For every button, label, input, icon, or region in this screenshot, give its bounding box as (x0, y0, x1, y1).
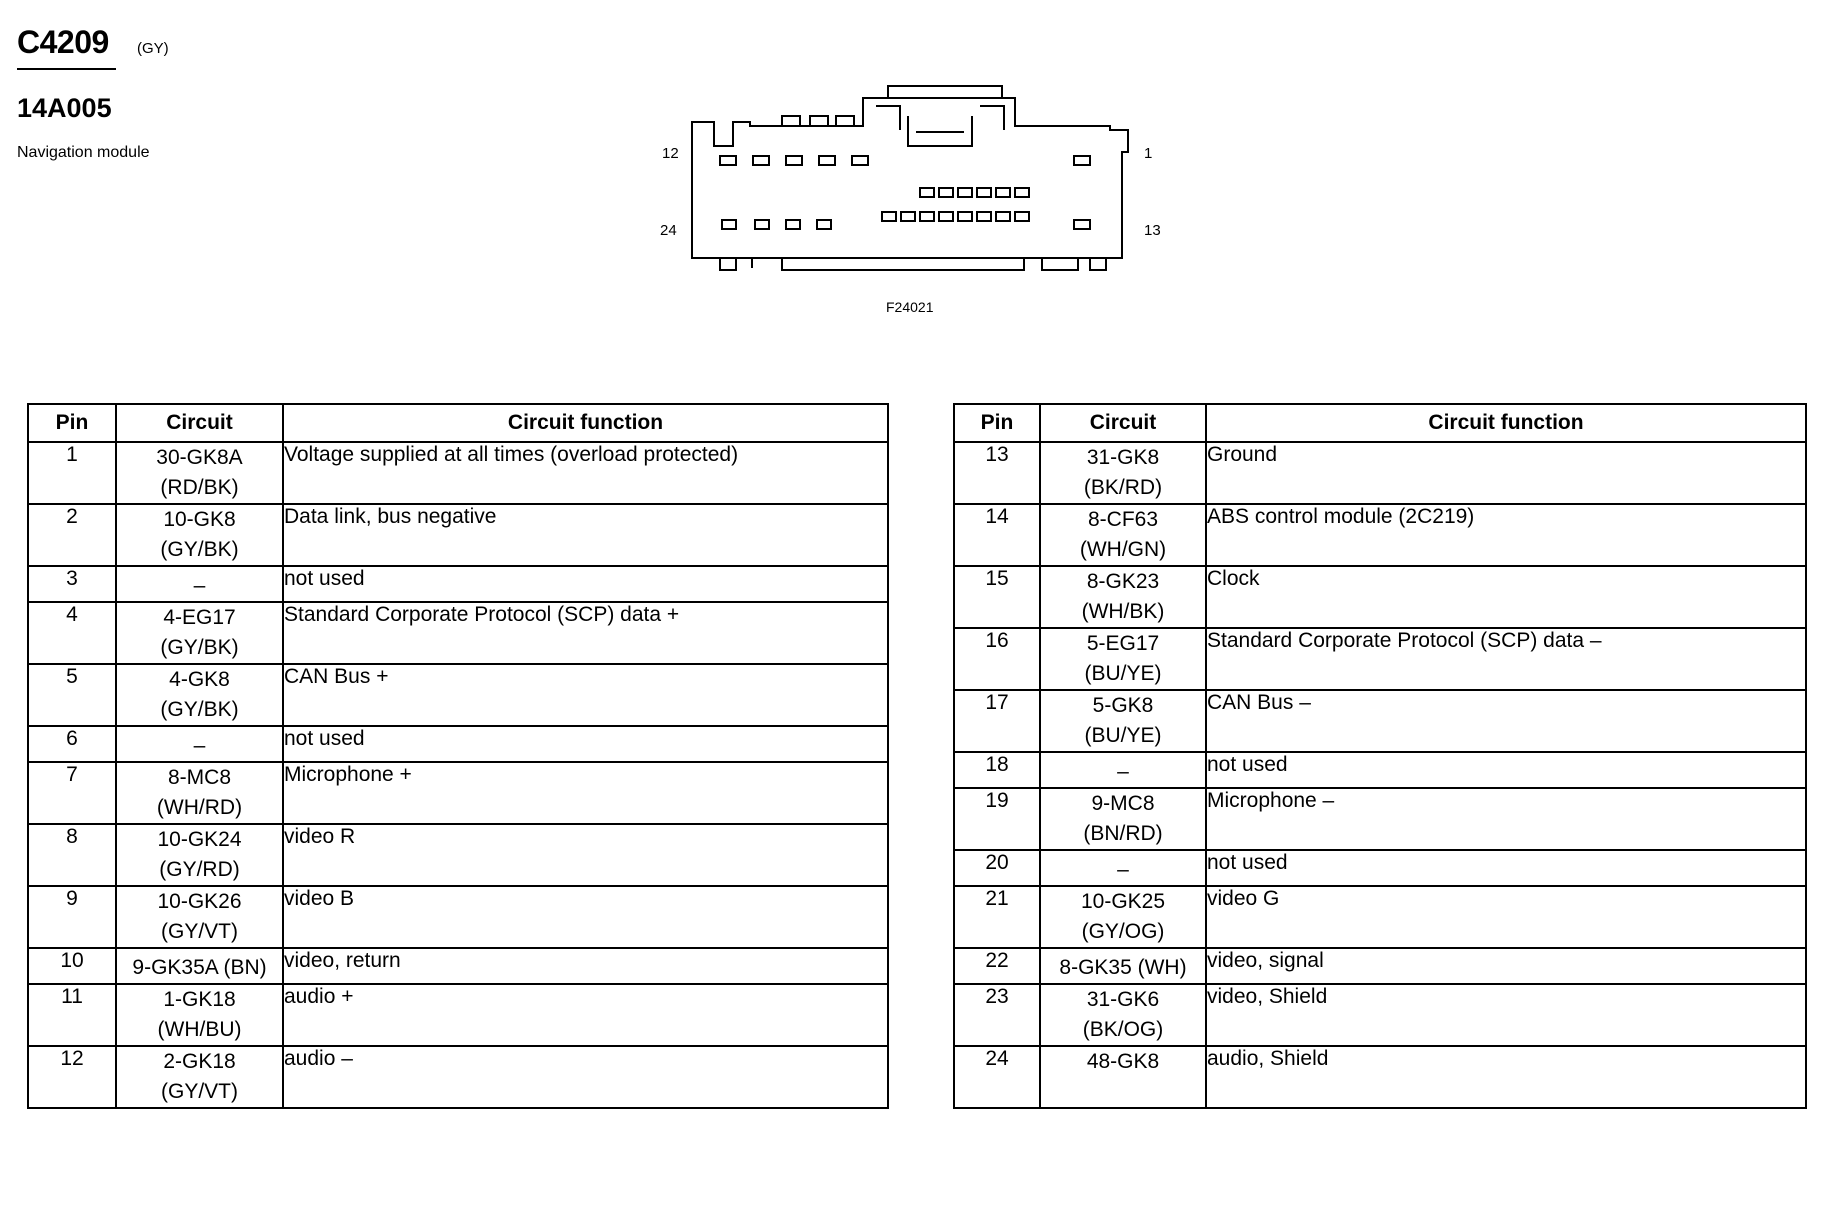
circuit-code: 31-GK6 (1086, 988, 1160, 1011)
pin-label-12: 12 (662, 145, 679, 162)
table-row (954, 788, 1806, 850)
wire-color: (BU/YE) (1084, 662, 1162, 685)
circuit-cell (1040, 442, 1206, 504)
pin-number: 22 (954, 948, 1040, 984)
circuit-cell (116, 1046, 283, 1108)
pin-number: 6 (28, 726, 116, 762)
circuit-cell (1040, 984, 1206, 1046)
pin-number: 16 (954, 628, 1040, 690)
circuit-code: 48-GK8 (1086, 1050, 1160, 1073)
circuit-cell (1040, 1046, 1206, 1108)
header-circuit: Circuit (116, 404, 283, 442)
circuit-function: Data link, bus negative (283, 504, 888, 566)
circuit-code: 30-GK8A (156, 446, 243, 469)
figure-reference: F24021 (886, 299, 934, 315)
wire-color: (GY/VT) (161, 1080, 238, 1103)
circuit-code: 5-EG17 (1086, 632, 1160, 655)
wire-color: (BU/YE) (1084, 724, 1162, 747)
table-row (28, 504, 888, 566)
table-row (28, 762, 888, 824)
circuit-code: 8-GK23 (1086, 570, 1160, 593)
table-row (954, 984, 1806, 1046)
circuit-function: Microphone + (283, 762, 888, 824)
pinout-table-left (27, 403, 889, 1109)
pin-label-1: 1 (1144, 145, 1153, 162)
wire-color: (BK/RD) (1083, 476, 1163, 499)
pin-number: 18 (954, 752, 1040, 788)
circuit-cell (1040, 850, 1206, 886)
wire-color: (GY/BK) (160, 698, 239, 721)
table-row (28, 948, 888, 984)
circuit-code: 31-GK8 (1086, 446, 1160, 469)
table-row (954, 504, 1806, 566)
table-row (28, 726, 888, 762)
circuit-code: 10-GK8 (163, 508, 236, 531)
table-row (954, 690, 1806, 752)
wire-color: (RD/BK) (160, 476, 239, 499)
pin-number: 24 (954, 1046, 1040, 1108)
circuit-cell (1040, 628, 1206, 690)
circuit-cell (116, 984, 283, 1046)
circuit-function: not used (1206, 752, 1806, 788)
circuit-function: Microphone – (1206, 788, 1806, 850)
circuit-cell (1040, 504, 1206, 566)
table-row (28, 442, 888, 504)
pin-number: 1 (28, 442, 116, 504)
circuit-code: 4-EG17 (163, 606, 236, 629)
circuit-function: audio + (283, 984, 888, 1046)
circuit-function: ABS control module (2C219) (1206, 504, 1806, 566)
circuit-function: video R (283, 824, 888, 886)
circuit-function: audio, Shield (1206, 1046, 1806, 1108)
circuit-function: video, Shield (1206, 984, 1806, 1046)
circuit-cell (116, 664, 283, 726)
circuit-code: – (1117, 760, 1129, 783)
circuit-function: not used (1206, 850, 1806, 886)
header-pin: Pin (28, 404, 116, 442)
pin-cavities (720, 156, 1090, 229)
header-function: Circuit function (1206, 404, 1806, 442)
connector-id-underline (17, 68, 116, 70)
circuit-code: 9-MC8 (1091, 792, 1155, 815)
circuit-code: 10-GK26 (157, 890, 242, 913)
pin-number: 14 (954, 504, 1040, 566)
circuit-code: – (1117, 858, 1129, 881)
module-name: Navigation module (17, 144, 150, 161)
circuit-cell (1040, 752, 1206, 788)
pin-number: 4 (28, 602, 116, 664)
pin-number: 3 (28, 566, 116, 602)
circuit-cell (116, 726, 283, 762)
circuit-code: 2-GK18 (163, 1050, 236, 1073)
pin-number: 20 (954, 850, 1040, 886)
circuit-function: video G (1206, 886, 1806, 948)
pin-number: 19 (954, 788, 1040, 850)
wire-color: (WH/GN) (1079, 538, 1167, 561)
wire-color: (WH/RD) (156, 796, 243, 819)
connector-color: (GY) (137, 40, 169, 57)
wire-color: (WH/BK) (1081, 600, 1165, 623)
pin-number: 7 (28, 762, 116, 824)
pin-number: 13 (954, 442, 1040, 504)
wire-color: (BK/OG) (1082, 1018, 1164, 1041)
header-pin: Pin (954, 404, 1040, 442)
table-row (954, 850, 1806, 886)
circuit-function: Voltage supplied at all times (overload protected) (283, 442, 888, 504)
connector-small-tabs (782, 116, 854, 126)
wire-color: (GY/VT) (161, 920, 238, 943)
pinout-table-right (953, 403, 1807, 1109)
circuit-function: Standard Corporate Protocol (SCP) data + (283, 602, 888, 664)
table-row (28, 602, 888, 664)
circuit-function: video, signal (1206, 948, 1806, 984)
pin-number: 21 (954, 886, 1040, 948)
table-row (28, 664, 888, 726)
circuit-code: 9-GK35A (BN) (132, 956, 267, 979)
pinout-rows-left (28, 442, 888, 1108)
circuit-function: video, return (283, 948, 888, 984)
circuit-cell (116, 504, 283, 566)
circuit-function: CAN Bus – (1206, 690, 1806, 752)
pin-number: 23 (954, 984, 1040, 1046)
wire-color: (GY/BK) (160, 538, 239, 561)
circuit-function: not used (283, 566, 888, 602)
circuit-code: 4-GK8 (169, 668, 230, 691)
circuit-cell (1040, 948, 1206, 984)
circuit-cell (116, 566, 283, 602)
table-row (28, 886, 888, 948)
circuit-cell (116, 948, 283, 984)
table-row (28, 1046, 888, 1108)
wire-color: (GY/OG) (1081, 920, 1165, 943)
circuit-cell (116, 762, 283, 824)
wire-color: (GY/BK) (160, 636, 239, 659)
header-circuit: Circuit (1040, 404, 1206, 442)
pin-label-24: 24 (660, 222, 677, 239)
connector-body-outline (692, 98, 1128, 258)
circuit-code: 10-GK25 (1080, 890, 1166, 913)
circuit-cell (1040, 788, 1206, 850)
circuit-code: 10-GK24 (157, 828, 242, 851)
circuit-function: video B (283, 886, 888, 948)
pin-number: 5 (28, 664, 116, 726)
header-function: Circuit function (283, 404, 888, 442)
pin-number: 10 (28, 948, 116, 984)
pin-label-13: 13 (1144, 222, 1161, 239)
wire-color: (WH/BU) (157, 1018, 242, 1041)
circuit-code: 8-MC8 (167, 766, 231, 789)
table-row (954, 948, 1806, 984)
table-row (954, 752, 1806, 788)
circuit-code: – (193, 734, 206, 757)
pin-number: 2 (28, 504, 116, 566)
circuit-function: Standard Corporate Protocol (SCP) data – (1206, 628, 1806, 690)
circuit-code: – (193, 574, 206, 597)
connector-id: C4209 (17, 24, 109, 60)
table-row (954, 886, 1806, 948)
circuit-cell (1040, 690, 1206, 752)
pin-number: 12 (28, 1046, 116, 1108)
circuit-cell (116, 824, 283, 886)
circuit-code: 8-GK35 (WH) (1059, 956, 1187, 979)
circuit-code: 1-GK18 (163, 988, 236, 1011)
pin-number: 11 (28, 984, 116, 1046)
circuit-code: 5-GK8 (1092, 694, 1154, 717)
table-row (28, 984, 888, 1046)
pinout-rows-right (954, 442, 1806, 1108)
part-number: 14A005 (17, 93, 112, 123)
circuit-cell (1040, 886, 1206, 948)
circuit-cell (116, 602, 283, 664)
wire-color: (BN/RD) (1083, 822, 1163, 845)
circuit-cell (116, 442, 283, 504)
table-row (28, 824, 888, 886)
table-row (954, 1046, 1806, 1108)
circuit-function: CAN Bus + (283, 664, 888, 726)
circuit-function: Clock (1206, 566, 1806, 628)
pin-number: 17 (954, 690, 1040, 752)
table-row (954, 628, 1806, 690)
wire-color: (GY/RD) (159, 858, 240, 881)
circuit-function: not used (283, 726, 888, 762)
connector-latch (876, 86, 1004, 146)
circuit-code: 8-CF63 (1087, 508, 1159, 531)
table-row (954, 442, 1806, 504)
circuit-function: Ground (1206, 442, 1806, 504)
circuit-cell (116, 886, 283, 948)
table-row (28, 566, 888, 602)
connector-bottom-tabs (720, 258, 1106, 270)
pin-number: 9 (28, 886, 116, 948)
circuit-function: audio – (283, 1046, 888, 1108)
table-row (954, 566, 1806, 628)
pin-number: 15 (954, 566, 1040, 628)
circuit-cell (1040, 566, 1206, 628)
pin-number: 8 (28, 824, 116, 886)
connector-diagram (650, 80, 1170, 280)
